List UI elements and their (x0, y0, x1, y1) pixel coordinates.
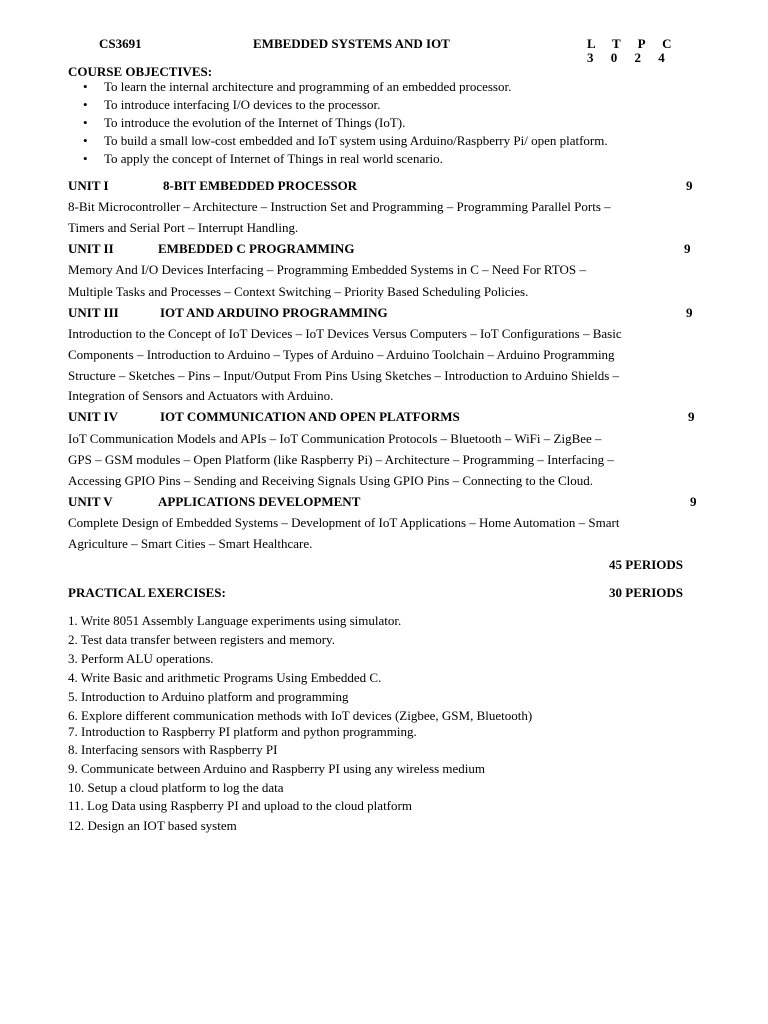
unit-hours: 9 (684, 241, 691, 256)
unit-title: IOT COMMUNICATION AND OPEN PLATFORMS (160, 409, 460, 424)
exercise-item: 8. Interfacing sensors with Raspberry PI (68, 742, 278, 757)
unit-title: APPLICATIONS DEVELOPMENT (158, 494, 361, 509)
exercise-item: 12. Design an IOT based system (68, 818, 237, 833)
ltpc-labels: L T P C (587, 36, 679, 51)
bullet-icon: • (83, 97, 88, 112)
unit-label: UNIT V (68, 494, 113, 509)
bullet-icon: • (83, 133, 88, 148)
objectives-heading: COURSE OBJECTIVES: (68, 64, 213, 79)
unit-title: 8-BIT EMBEDDED PROCESSOR (163, 178, 358, 193)
unit-title: EMBEDDED C PROGRAMMING (158, 241, 355, 256)
exercise-item: 6. Explore different communication methods with IoT devices (Zigbee, GSM, Bluetooth) (68, 708, 533, 723)
practical-periods: 30 PERIODS (609, 585, 684, 600)
unit-hours: 9 (686, 305, 693, 320)
unit-content-line: Timers and Serial Port – Interrupt Handling. (68, 220, 299, 235)
exercise-item: 5. Introduction to Arduino platform and programming (68, 689, 349, 704)
exercise-item: 7. Introduction to Raspberry PI platform and python programming. (68, 724, 417, 739)
unit-content-line: Memory And I/O Devices Interfacing – Programming Embedded Systems in C – Need For RTOS – (68, 262, 586, 277)
bullet-icon: • (83, 115, 88, 130)
unit-hours: 9 (688, 409, 695, 424)
unit-content-line: Complete Design of Embedded Systems – Development of IoT Applications – Home Automation – Smart (68, 515, 620, 530)
total-periods: 45 PERIODS (609, 557, 684, 572)
course-code: CS3691 (99, 36, 142, 51)
unit-label: UNIT IV (68, 409, 118, 424)
syllabus-page: CS3691 EMBEDDED SYSTEMS AND IOT L T P C 3 0 2 4 COURSE OBJECTIVES: • To learn the internal architecture and programming of an embedded processor. • To introduce interfacing I/O devices to the processor. • To introduce the evolution of the Internet of Things (IoT). • To build a small low-cost embedded and IoT system using Arduino/Raspberry Pi/ open platform. • To apply the concept of Internet of Things in real world scenario. UNIT I 8-BIT EMBEDDED PROCESSOR 9 8-Bit Microcontroller – Architecture – Instruction Set and Programming – Programming Parallel Ports – Timers and Serial Port – Interrupt Handling. UNIT II EMBEDDED C PROGRAMMING 9 Memory And I/O Devices Interfacing – Programming Embedded Systems in C – Need For RTOS – Multiple Tasks and Processes – Context Switching – Priority Based Scheduling Policies. UNIT III IOT AND ARDUINO PROGRAMMING 9 Introduction to the Concept of IoT Devices – IoT Devices Versus Computers – IoT Configurations – Basic Components – Introduction to Arduino – Types of Arduino – Arduino Toolchain – Arduino Programming Structure – Sketches – Pins – Input/Output From Pins Using Sketches – Introduction to Arduino Shields – Integration of Sensors and Actuators with Arduino. UNIT IV IOT COMMUNICATION AND OPEN PLATFORMS 9 IoT Communication Models and APIs – IoT Communication Protocols – Bluetooth – WiFi – ZigBee – GPS – GSM modules – Open Platform (like Raspberry Pi) – Architecture – Programming – Interfacing – Accessing GPIO Pins – Sending and Receiving Signals Using GPIO Pins – Connecting to the Cloud. UNIT V APPLICATIONS DEVELOPMENT 9 Complete Design of Embedded Systems – Development of IoT Applications – Home Automation – Smart Agriculture – Smart Cities – Smart Healthcare. 45 PERIODS PRACTICAL EXERCISES: 30 PERIODS 1. Write 8051 Assembly Language experiments using simulator. 2. Test data transfer between registers and memory. 3. Perform ALU operations. 4. Write Basic and arithmetic Programs Using Embedded C. 5. Introduction to Arduino platform and programming 6. Explore different communication methods with IoT devices (Zigbee, GSM, Bluetooth) 7. Introduction to Raspberry PI platform and python programming. 8. Interfacing sensors with Raspberry PI 9. Communicate between Arduino and Raspberry PI using any wireless medium 10. Setup a cloud platform to log the data 11. Log Data using Raspberry PI and upload to the cloud platform 12. Design an IOT based system (68, 36, 697, 833)
unit-label: UNIT II (68, 241, 114, 256)
unit-hours: 9 (690, 494, 697, 509)
unit-content-line: IoT Communication Models and APIs – IoT Communication Protocols – Bluetooth – WiFi – ZigBee – (68, 431, 602, 446)
unit-content-line: Accessing GPIO Pins – Sending and Receiving Signals Using GPIO Pins – Connecting to the Cloud. (68, 473, 594, 488)
unit-hours: 9 (686, 178, 693, 193)
unit-content-line: Introduction to the Concept of IoT Devices – IoT Devices Versus Computers – IoT Configurations – Basic (68, 326, 622, 341)
unit-content-line: GPS – GSM modules – Open Platform (like Raspberry Pi) – Architecture – Programming – Interfacing – (68, 452, 614, 467)
course-title: EMBEDDED SYSTEMS AND IOT (253, 36, 450, 51)
unit-title: IOT AND ARDUINO PROGRAMMING (160, 305, 388, 320)
unit-content-line: 8-Bit Microcontroller – Architecture – Instruction Set and Programming – Programming Parallel Ports – (68, 199, 611, 214)
unit-label: UNIT I (68, 178, 109, 193)
practical-heading: PRACTICAL EXERCISES: (68, 585, 226, 600)
bullet-icon: • (83, 79, 88, 94)
unit-content-line: Agriculture – Smart Cities – Smart Healthcare. (68, 536, 313, 551)
unit-label: UNIT III (68, 305, 119, 320)
exercise-item: 11. Log Data using Raspberry PI and upload to the cloud platform (68, 798, 412, 813)
unit-content-line: Components – Introduction to Arduino – Types of Arduino – Arduino Toolchain – Arduino Programming (68, 347, 615, 362)
exercise-item: 9. Communicate between Arduino and Raspberry PI using any wireless medium (68, 761, 486, 776)
unit-content-line: Integration of Sensors and Actuators with Arduino. (68, 388, 334, 403)
exercise-item: 3. Perform ALU operations. (68, 651, 214, 666)
unit-content-line: Multiple Tasks and Processes – Context Switching – Priority Based Scheduling Policies. (68, 284, 529, 299)
exercise-item: 10. Setup a cloud platform to log the data (68, 780, 284, 795)
exercise-item: 4. Write Basic and arithmetic Programs Using Embedded C. (68, 670, 382, 685)
exercise-item: 1. Write 8051 Assembly Language experiments using simulator. (68, 613, 402, 628)
ltpc-values: 3 0 2 4 (587, 50, 672, 65)
exercise-item: 2. Test data transfer between registers and memory. (68, 632, 335, 647)
bullet-icon: • (83, 151, 88, 166)
unit-content-line: Structure – Sketches – Pins – Input/Output From Pins Using Sketches – Introduction to Arduino Shields – (68, 368, 620, 383)
